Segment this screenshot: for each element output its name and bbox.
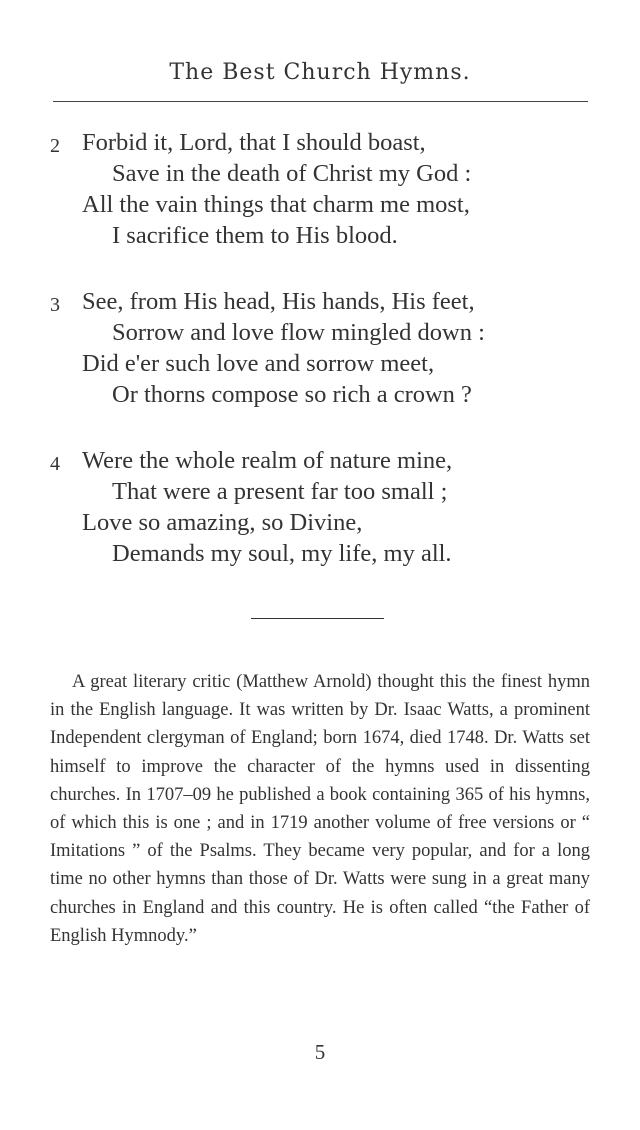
verse-line: Did e'er such love and sorrow meet, (82, 350, 435, 377)
verse-line: Forbid it, Lord, that I should boast, (82, 129, 426, 156)
header-rule (53, 101, 588, 102)
verse-line: Demands my soul, my life, my all. (112, 540, 452, 567)
verse-line: Love so amazing, so Divine, (82, 509, 363, 536)
verse-number: 2 (50, 135, 60, 157)
verse-line: See, from His head, His hands, His feet, (82, 288, 475, 315)
verse-line: That were a present far too small ; (112, 478, 448, 505)
editorial-note: A great literary critic (Matthew Arnold) thought this the finest hymn in the English language. It was written by Dr. Isaac Watts, a prominent Independent clergyman of England; born 1674, died 1748. Dr. Watts set himself to improve the character of the hymns used in dissenting churches. In 1707–09 he published a book containing 365 of his hymns, of which this is one ; and in 1719 another volume of free versions or “ Imitations ” of the Psalms. They became very popular, and for a long time no other hymns than those of Dr. Watts were sung in a great many churches in England and this country. He is often called “the Father of English Hymnody.” (50, 672, 590, 946)
verse-line: All the vain things that charm me most, (82, 191, 470, 218)
section-divider (251, 618, 384, 619)
verse-line: Were the whole realm of nature mine, (82, 447, 453, 474)
verse-number: 3 (50, 294, 60, 316)
page-number: 5 (314, 1040, 326, 1064)
verse-line: Or thorns compose so rich a crown ? (112, 381, 472, 408)
verse-line: Sorrow and love flow mingled down : (112, 319, 485, 346)
running-head: The Best Church Hymns. (169, 60, 471, 85)
verse-line: I sacrifice them to His blood. (112, 222, 398, 249)
verse-number: 4 (50, 453, 60, 475)
verse-line: Save in the death of Christ my God : (112, 160, 472, 187)
